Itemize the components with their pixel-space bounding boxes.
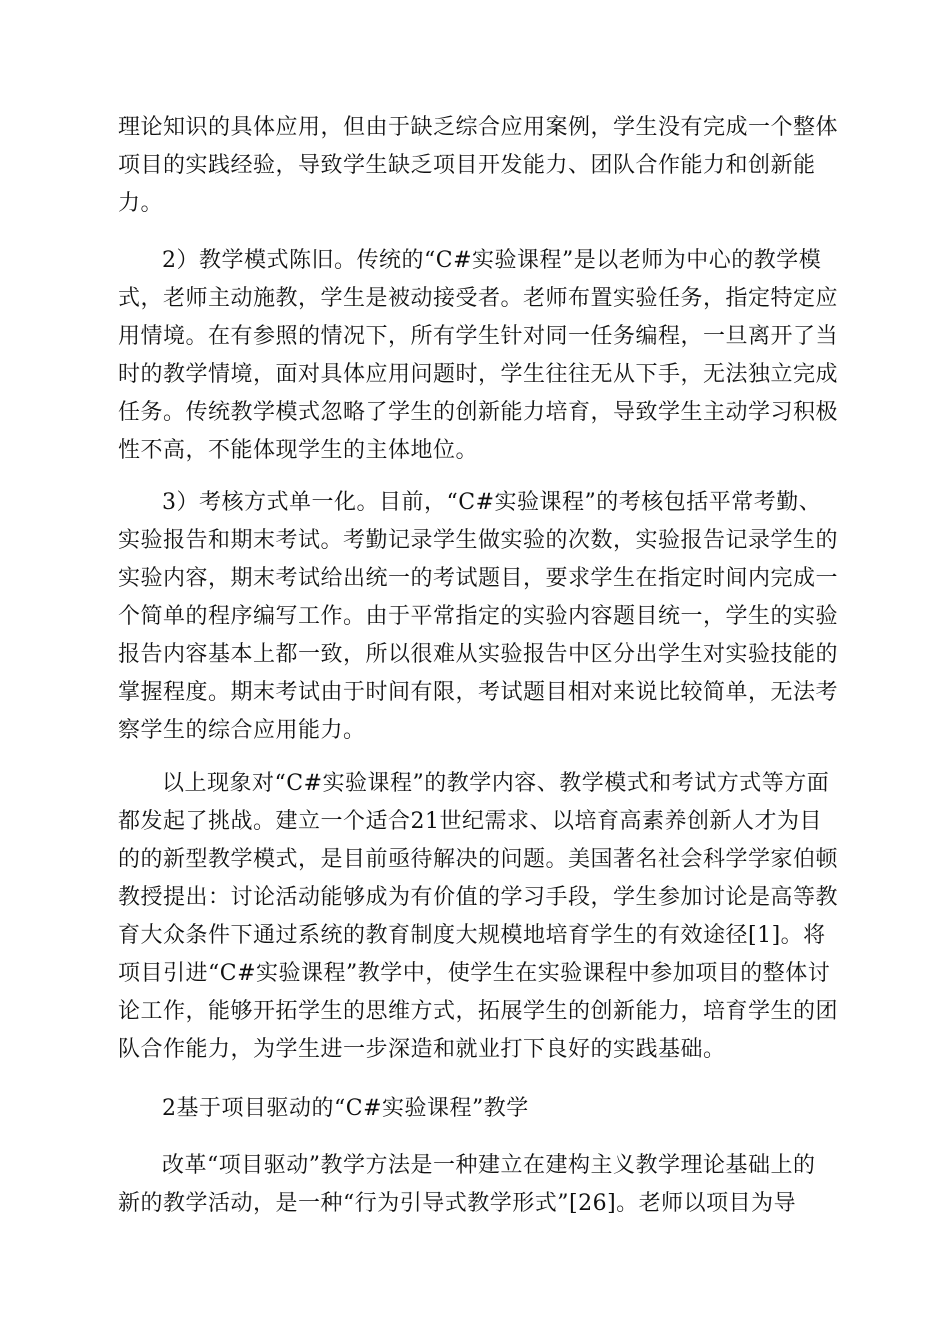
- paragraph-teaching-mode: [118, 242, 838, 470]
- section-heading-text: 2基于项目驱动的“C#实验课程”教学: [162, 1096, 529, 1121]
- text-line: 任务。传统教学模式忽略了学生的创新能力培育，导致学生主动学习积极: [118, 400, 839, 425]
- text-line: 改革“项目驱动”教学方法是一种建立在建构主义教学理论基础上的: [162, 1153, 816, 1178]
- text-line: 项目引进“C#实验课程”教学中，使学生在实验课程中参加项目的整体讨: [118, 961, 831, 986]
- text-line: 察学生的综合应用能力。: [118, 718, 366, 743]
- text-line: 时的教学情境，面对具体应用问题时，学生往往无从下手，无法独立完成: [118, 362, 839, 387]
- text-line: 育大众条件下通过系统的教育制度大规模地培育学生的有效途径[1]。将: [118, 923, 826, 948]
- text-line: 实验内容，期末考试给出统一的考试题目，要求学生在指定时间内完成一: [118, 566, 839, 591]
- paragraph-project-driven: [118, 1147, 838, 1223]
- text-line: 力。: [118, 191, 164, 216]
- paragraph-assessment: [118, 484, 838, 750]
- text-line: 以上现象对“C#实验课程”的教学内容、教学模式和考试方式等方面: [162, 771, 830, 796]
- text-line: 个简单的程序编写工作。由于平常指定的实验内容题目统一，学生的实验: [118, 604, 839, 629]
- text-line: 性不高，不能体现学生的主体地位。: [118, 438, 479, 463]
- text-line: 用情境。在有参照的情况下，所有学生针对同一任务编程，一旦离开了当: [118, 324, 839, 349]
- text-line: 报告内容基本上都一致，所以很难从实验报告中区分出学生对实验技能的: [118, 642, 839, 667]
- text-line: 实验报告和期末考试。考勤记录学生做实验的次数，实验报告记录学生的: [118, 528, 839, 553]
- text-line: 掌握程度。期末考试由于时间有限，考试题目相对来说比较简单，无法考: [118, 680, 839, 705]
- paragraph-continuation: [118, 109, 838, 223]
- text-line: 式，老师主动施教，学生是被动接受者。老师布置实验任务，指定特定应: [118, 286, 839, 311]
- text-line: 3）考核方式单一化。目前，“C#实验课程”的考核包括平常考勤、: [162, 490, 822, 515]
- text-line: 教授提出：讨论活动能够成为有价值的学习手段，学生参加讨论是高等教: [118, 885, 839, 910]
- text-line: 理论知识的具体应用，但由于缺乏综合应用案例，学生没有完成一个整体: [118, 115, 839, 140]
- text-line: 论工作，能够开拓学生的思维方式，拓展学生的创新能力，培育学生的团: [118, 999, 839, 1024]
- text-line: 的的新型教学模式，是目前亟待解决的问题。美国著名社会科学学家伯顿: [118, 847, 839, 872]
- text-line: 项目的实践经验，导致学生缺乏项目开发能力、团队合作能力和创新能: [118, 153, 816, 178]
- text-line: 都发起了挑战。建立一个适合21世纪需求、以培育高素养创新人才为目: [118, 809, 822, 834]
- section-heading: [118, 1090, 838, 1128]
- text-line: 队合作能力，为学生进一步深造和就业打下良好的实践基础。: [118, 1037, 726, 1062]
- text-line: 新的教学活动，是一种“行为引导式教学形式”[26]。老师以项目为导: [118, 1191, 797, 1216]
- text-line: 2）教学模式陈旧。传统的“C#实验课程”是以老师为中心的教学模: [162, 248, 822, 273]
- paragraph-summary: [118, 765, 838, 1069]
